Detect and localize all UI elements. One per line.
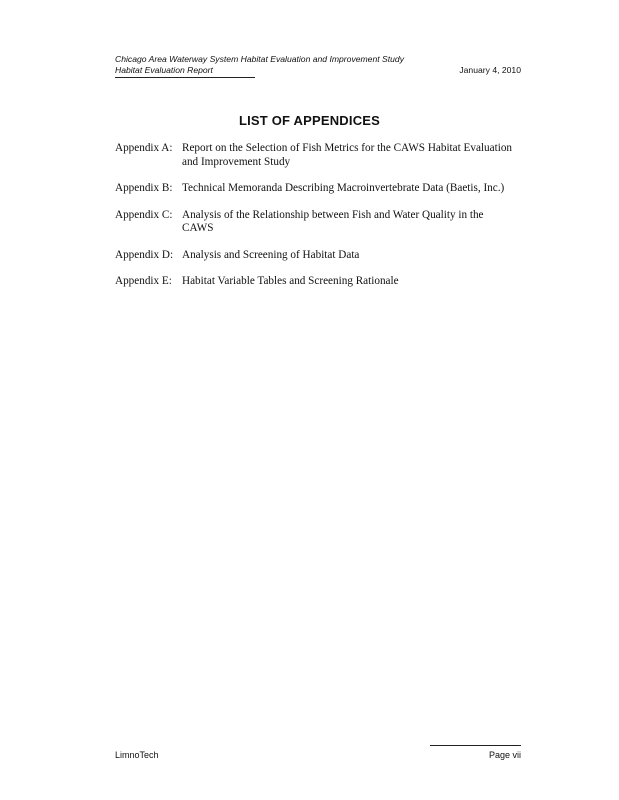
appendix-item-a: [115, 142, 515, 169]
appendix-title: Habitat Variable Tables and Screening Rationale: [182, 275, 399, 287]
appendix-label: Appendix B:: [115, 182, 173, 194]
page-title: LIST OF APPENDICES: [238, 113, 381, 128]
appendix-list: [115, 142, 515, 302]
header-line-2: [115, 65, 521, 77]
footer-page-number: Page vii: [430, 745, 521, 760]
appendix-item-c: [115, 209, 515, 236]
appendix-title: Technical Memoranda Describing Macroinvertebrate Data (Baetis, Inc.): [182, 182, 505, 194]
appendix-item-d: [115, 249, 515, 263]
appendix-title: Analysis and Screening of Habitat Data: [182, 248, 360, 261]
appendix-label: Appendix C:: [115, 208, 173, 221]
appendix-label: Appendix D:: [115, 248, 174, 261]
header-subtitle: Habitat Evaluation Report: [115, 65, 255, 78]
appendix-label: Appendix E:: [115, 275, 172, 287]
header-title: Chicago Area Waterway System Habitat Evaluation and Improvement Study: [115, 54, 404, 64]
header-date: January 4, 2010: [459, 65, 521, 75]
appendix-item-b: [115, 182, 515, 196]
appendix-item-e: [115, 275, 515, 289]
appendix-label: Appendix A:: [115, 142, 173, 154]
footer-company: LimnoTech: [115, 750, 159, 760]
page-header: [115, 54, 521, 77]
appendix-title: Report on the Selection of Fish Metrics for the CAWS Habitat Evaluation and Improvement Study: [182, 142, 513, 168]
appendix-title: Analysis of the Relationship between Fish and Water Quality in the CAWS: [182, 208, 484, 234]
